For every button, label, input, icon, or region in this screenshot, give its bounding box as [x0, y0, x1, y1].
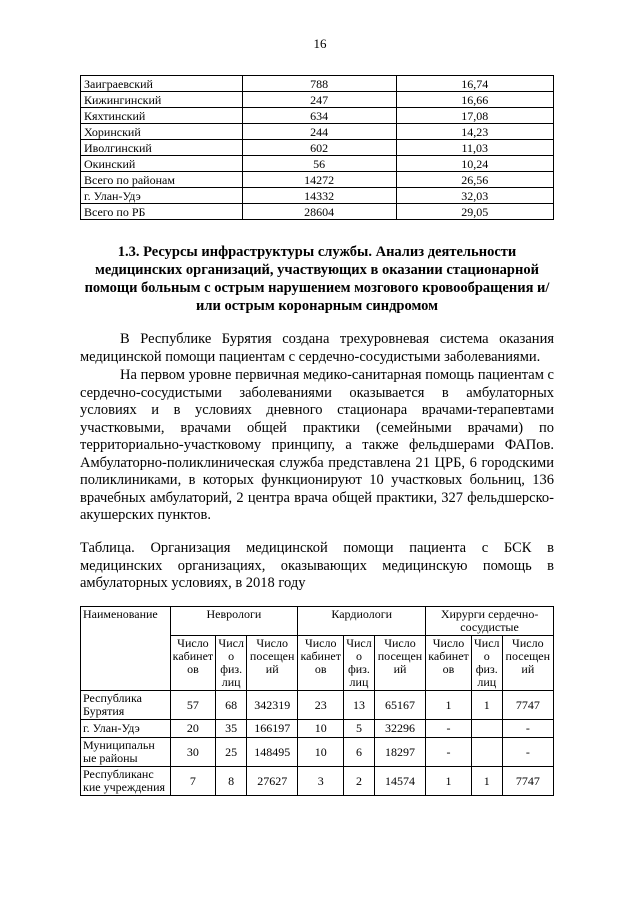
subheader-cabinets: Число кабинет ов: [170, 636, 216, 691]
table-row: [81, 76, 554, 92]
table-row: [81, 767, 554, 796]
value-cell: 25: [216, 738, 247, 767]
table-row: [81, 156, 554, 172]
value-cell: 56: [242, 156, 396, 172]
value-cell: -: [502, 738, 553, 767]
value-cell: 28604: [242, 204, 396, 220]
district-name-cell: Заиграевский: [81, 76, 243, 92]
value-cell: -: [502, 720, 553, 738]
value-cell: 2: [344, 767, 375, 796]
table-row: [81, 140, 554, 156]
value-cell: 30: [170, 738, 216, 767]
row-name-cell: Муниципальн ые районы: [81, 738, 171, 767]
district-name-cell: Всего по РБ: [81, 204, 243, 220]
header-group: Неврологи: [170, 607, 298, 636]
value-cell: 10: [298, 738, 344, 767]
value-cell: 27627: [247, 767, 298, 796]
subheader-persons: Числ о физ. лиц: [216, 636, 247, 691]
row-name-cell: Республиканс кие учреждения: [81, 767, 171, 796]
table-row: [81, 172, 554, 188]
value-cell: 57: [170, 691, 216, 720]
value-cell: 20: [170, 720, 216, 738]
rate-cell: 29,05: [396, 204, 553, 220]
district-name-cell: Кяхтинский: [81, 108, 243, 124]
table-caption: Таблица. Организация медицинской помощи пациента с БСК в медицинских организациях, оказывающих медицинскую помощь в амбулаторных условиях, в 2018 году: [80, 540, 554, 591]
value-cell: 166197: [247, 720, 298, 738]
paragraph-first-level: На первом уровне первичная медико-санитарная помощь пациентам с сердечно-сосудистыми заболеваниями оказывается в амбулаторных условиях и в условиях дневного стационара врачами-терапевтами участковыми, врачами общей практики (семейными врачами) по территориально-участковому принципу, а также фельдшерами ФАПов. Амбулаторно-поликлиническая служба представлена 21 ЦРБ, 6 городскими поликлиниками, в которых функционируют 10 участковых больниц, 136 врачебных амбулаторий, 2 центра врача общей практики, 327 фельдшерско-акушерских пунктов.: [80, 367, 554, 523]
subheader-visits: Число посещен ий: [247, 636, 298, 691]
district-statistics-table: [80, 75, 554, 220]
value-cell: 1: [426, 691, 472, 720]
header-group: Хирурги сердечно-сосудистые: [426, 607, 554, 636]
table-row: [81, 720, 554, 738]
value-cell: 1: [471, 767, 502, 796]
subheader-visits: Число посещен ий: [502, 636, 553, 691]
value-cell: 35: [216, 720, 247, 738]
table-row: [81, 92, 554, 108]
value-cell: 7: [170, 767, 216, 796]
rate-cell: 16,66: [396, 92, 553, 108]
district-name-cell: Кижингинский: [81, 92, 243, 108]
value-cell: 32296: [374, 720, 425, 738]
value-cell: 6: [344, 738, 375, 767]
table-row: [81, 738, 554, 767]
value-cell: 148495: [247, 738, 298, 767]
value-cell: 634: [242, 108, 396, 124]
rate-cell: 17,08: [396, 108, 553, 124]
subheader-persons: Числ о физ. лиц: [344, 636, 375, 691]
table-row: [81, 124, 554, 140]
rate-cell: 26,56: [396, 172, 553, 188]
value-cell: 14332: [242, 188, 396, 204]
value-cell: 244: [242, 124, 396, 140]
value-cell: 68: [216, 691, 247, 720]
section-heading: 1.3. Ресурсы инфраструктуры службы. Анализ деятельности медицинских организаций, участвующих в оказании стационарной помощи больным с острым нарушением мозгового кровообращения и/или острым коронарным синдромом: [84, 244, 550, 314]
value-cell: 342319: [247, 691, 298, 720]
value-cell: 13: [344, 691, 375, 720]
value-cell: 788: [242, 76, 396, 92]
row-name-cell: г. Улан-Удэ: [81, 720, 171, 738]
value-cell: 1: [426, 767, 472, 796]
value-cell: -: [426, 738, 472, 767]
subheader-cabinets: Число кабинет ов: [298, 636, 344, 691]
table-row: [81, 108, 554, 124]
value-cell: 7747: [502, 767, 553, 796]
rate-cell: 10,24: [396, 156, 553, 172]
rate-cell: 11,03: [396, 140, 553, 156]
value-cell: 1: [471, 691, 502, 720]
paragraph-intro: В Республике Бурятия создана трехуровневая система оказания медицинской помощи пациентам с сердечно-сосудистыми заболеваниями.: [80, 331, 554, 365]
value-cell: 23: [298, 691, 344, 720]
header-group: Кардиологи: [298, 607, 426, 636]
table-row: [81, 691, 554, 720]
rate-cell: 14,23: [396, 124, 553, 140]
rate-cell: 16,74: [396, 76, 553, 92]
header-name: Наименование: [81, 607, 171, 691]
rate-cell: 32,03: [396, 188, 553, 204]
value-cell: 10: [298, 720, 344, 738]
value-cell: 7747: [502, 691, 553, 720]
district-name-cell: Окинский: [81, 156, 243, 172]
table-row: [81, 188, 554, 204]
subheader-visits: Число посещен ий: [374, 636, 425, 691]
district-name-cell: Всего по районам: [81, 172, 243, 188]
value-cell: [471, 720, 502, 738]
value-cell: 8: [216, 767, 247, 796]
page-number: 16: [313, 36, 327, 51]
value-cell: -: [426, 720, 472, 738]
value-cell: 247: [242, 92, 396, 108]
value-cell: 14574: [374, 767, 425, 796]
value-cell: [471, 738, 502, 767]
district-name-cell: Иволгинский: [81, 140, 243, 156]
value-cell: 3: [298, 767, 344, 796]
district-name-cell: Хоринский: [81, 124, 243, 140]
value-cell: 5: [344, 720, 375, 738]
row-name-cell: Республика Бурятия: [81, 691, 171, 720]
value-cell: 14272: [242, 172, 396, 188]
district-name-cell: г. Улан-Удэ: [81, 188, 243, 204]
value-cell: 18297: [374, 738, 425, 767]
table-header-row: [81, 607, 554, 636]
table-row: [81, 204, 554, 220]
subheader-cabinets: Число кабинет ов: [426, 636, 472, 691]
outpatient-care-table: [80, 606, 554, 796]
subheader-persons: Числ о физ. лиц: [471, 636, 502, 691]
value-cell: 65167: [374, 691, 425, 720]
value-cell: 602: [242, 140, 396, 156]
